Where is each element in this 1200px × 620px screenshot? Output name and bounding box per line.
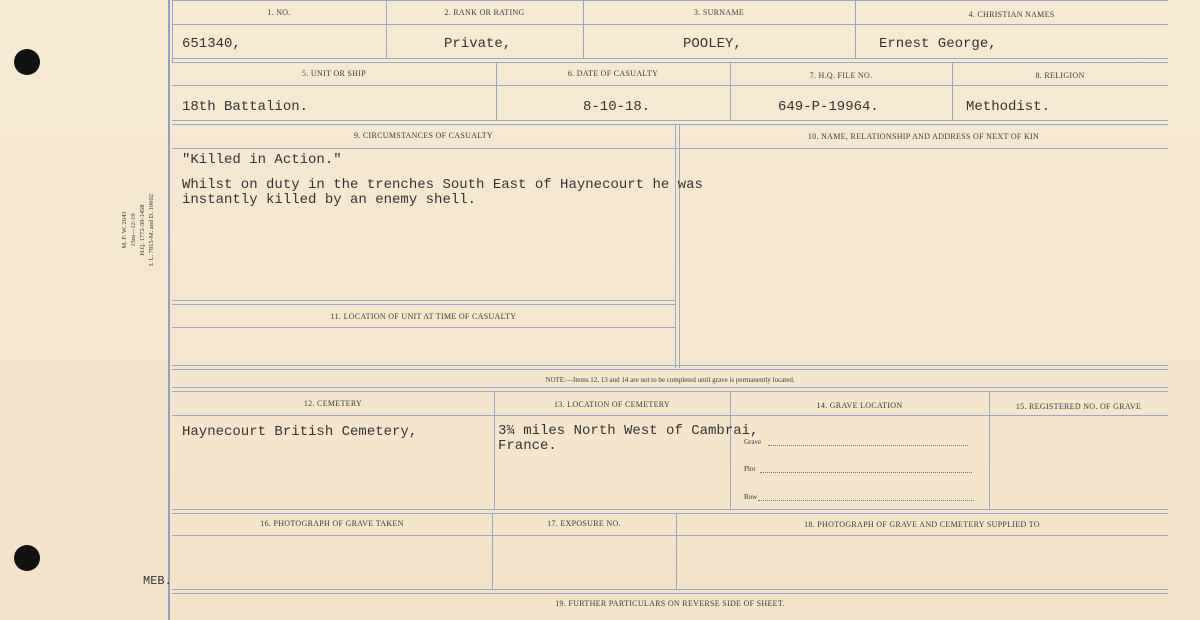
header-rank: 2. RANK OR RATING xyxy=(444,8,525,17)
rule xyxy=(172,300,675,305)
rule xyxy=(172,58,1168,63)
header-number: 1. NO. xyxy=(267,8,291,17)
rank: Private, xyxy=(444,36,512,52)
grave-dotted-line xyxy=(768,445,968,446)
plot-label: Plot xyxy=(744,465,756,473)
plot-dotted-line xyxy=(760,472,972,473)
header-religion: 8. RELIGION xyxy=(1035,71,1085,80)
hq-file-number: 649-P-19964. xyxy=(778,99,879,115)
rule xyxy=(172,120,1168,125)
rule xyxy=(172,415,1168,416)
clerk-initials: MEB. xyxy=(143,574,172,588)
header-photograph-supplied: 18. PHOTOGRAPH OF GRAVE AND CEMETERY SUPPLIED TO xyxy=(804,520,1040,529)
unit: 18th Battalion. xyxy=(182,99,309,115)
punch-hole-top xyxy=(14,49,40,75)
date-of-casualty: 8-10-18. xyxy=(583,99,651,115)
religion: Methodist. xyxy=(966,99,1051,115)
rule xyxy=(494,392,495,509)
header-photograph-taken: 16. PHOTOGRAPH OF GRAVE TAKEN xyxy=(260,519,404,528)
rule xyxy=(172,509,1168,514)
header-christian-names: 4. CHRISTIAN NAMES xyxy=(968,10,1055,19)
punch-hole-bottom xyxy=(14,545,40,571)
header-location-of-unit: 11. LOCATION OF UNIT AT TIME OF CASUALTY xyxy=(330,312,517,321)
christian-names: Ernest George, xyxy=(879,36,997,52)
rule xyxy=(679,124,680,368)
cemetery-name: Haynecourt British Cemetery, xyxy=(182,424,418,440)
header-grave-location: 14. GRAVE LOCATION xyxy=(816,401,903,410)
rule xyxy=(172,327,675,328)
header-cemetery: 12. CEMETERY xyxy=(303,399,363,408)
header-next-of-kin: 10. NAME, RELATIONSHIP AND ADDRESS OF NEXT OF KIN xyxy=(807,132,1040,141)
header-unit: 5. UNIT OR SHIP xyxy=(302,69,366,78)
header-surname: 3. SURNAME xyxy=(693,8,745,17)
form-reference: M. F. W. 2643 15m—12-19 H.Q. 1772-39-1458 I. L. 7815-M. and D. 10602 xyxy=(121,193,155,267)
rule xyxy=(172,24,1168,25)
header-circumstances: 9. CIRCUMSTANCES OF CASUALTY xyxy=(353,131,494,140)
note: NOTE:—Items 12, 13 and 14 are not to be completed until grave is permanently located. xyxy=(545,376,795,384)
service-number: 651340, xyxy=(182,36,241,52)
footer-note: 19. FURTHER PARTICULARS ON REVERSE SIDE OF SHEET. xyxy=(555,599,785,608)
rule xyxy=(172,85,1168,86)
rule xyxy=(855,0,856,58)
rule xyxy=(172,589,1168,594)
rule xyxy=(172,0,1168,1)
casualty-details: Whilst on duty in the trenches South East of Haynecourt he was instantly killed by an enemy shell. xyxy=(182,177,703,208)
cemetery-location: 3¾ miles North West of Cambrai, France. xyxy=(498,423,759,454)
surname: POOLEY, xyxy=(683,36,742,52)
header-registered-no: 15. REGISTERED NO. OF GRAVE xyxy=(1015,402,1142,411)
rule xyxy=(172,387,1168,392)
margin-rule xyxy=(168,0,170,620)
casualty-status: "Killed in Action." xyxy=(182,152,342,168)
header-file-no: 7. H.Q. FILE NO. xyxy=(809,71,873,80)
header-location-of-cemetery: 13. LOCATION OF CEMETERY xyxy=(553,400,671,409)
rule xyxy=(675,124,676,368)
header-date: 6. DATE OF CASUALTY xyxy=(567,69,659,78)
rule xyxy=(172,148,1168,149)
rule xyxy=(172,365,1168,370)
grave-label: Grave xyxy=(744,438,762,446)
row-label: Row xyxy=(744,493,758,501)
rule xyxy=(172,535,1168,536)
row-dotted-line xyxy=(758,500,974,501)
header-exposure-no: 17. EXPOSURE NO. xyxy=(547,519,621,528)
